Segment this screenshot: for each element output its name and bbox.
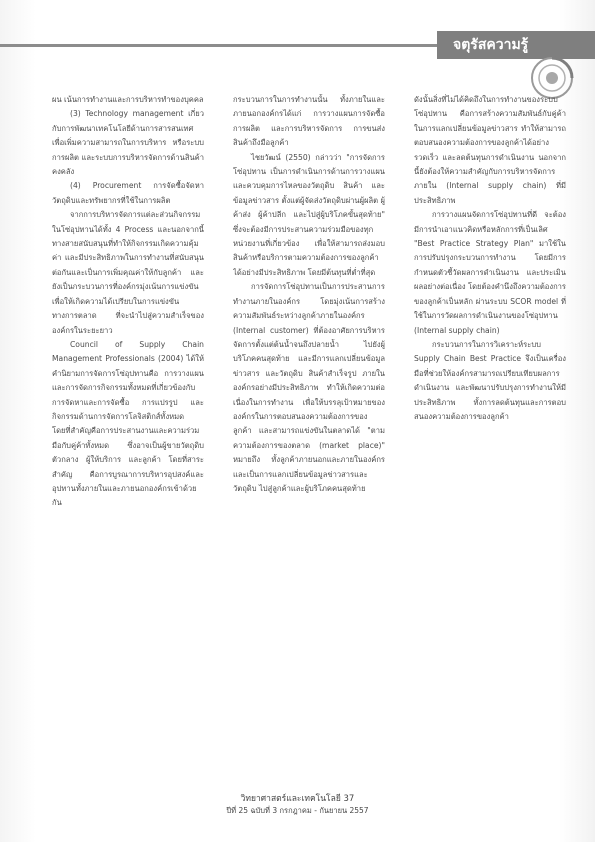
header-rule (0, 44, 440, 47)
header (0, 0, 595, 62)
footer-issue: ปีที่ 25 ฉบับที่ 3 กรกฎาคม - กันยายน 2557 (226, 806, 369, 815)
paragraph: ไชยวัฒน์ (2550) กล่าวว่า "การจัดการโซ่อุปทาน เป็นการดำเนินการด้านการวางแผนและควบคุมการไหลของวัตถุดิบ สินค้า และข้อมูลข่าวสาร ตั้งแต่ผู้จัดส่งวัตถุดิบผ่านผู้ผลิต ผู้ค้าส่ง ผู้ค้าปลีก และไปสู่ผู้บริโภคขั้นสุดท้าย" ซึ่งจะต้องมีการประสานความร่วมมือของทุกหน่วยงานที่เกี่ยวข้อง เพื่อให้สามารถส่งมอบสินค้าหรือบริการตามความต้องการของลูกค้าได้อย่างมีประสิทธิภาพ โดยมีต้นทุนที่ต่ำที่สุด (233, 152, 385, 277)
paragraph: จากการบริหารจัดการแต่ละส่วนกิจกรรมในโซ่อุปทานได้ทั้ง 4 Process และนอกจากนี้ทางสายสนับสนุนที่ทำให้กิจกรรมเกิดความคุ้มค่า และมีประสิทธิภาพในการทำงานที่สนับสนุนต่อกันและเป็นการเพิ่มคุณค่าให้กับลูกค้า และยังเป็นกระบวนการที่องค์กรมุ่งเน้นการแข่งขันเพื่อให้เกิดความได้เปรียบในการแข่งขันทางการตลาด ที่จะนำไปสู่ความสำเร็จขององค์กรในระยะยาว (52, 210, 204, 335)
text-column-2 (233, 93, 385, 769)
paragraph: Council of Supply Chain Management Professionals (2004) ได้ให้คำนิยามการจัดการโซ่อุปทานคือ การวางแผนและการจัดการกิจกรรมทั้งหมดที่เกี่ยวข้องกับการจัดหาและการจัดซื้อ การแปรรูป และกิจกรรมด้านการจัดการโลจิสติกส์ทั้งหมด โดยที่สำคัญคือการประสานงานและความร่วมมือกับคู่ค้าทั้งหมด ซึ่งอาจเป็นผู้ขายวัตถุดิบ ตัวกลาง ผู้ให้บริการ และลูกค้า โดยที่สาระสำคัญ คือการบูรณาการบริหารอุปสงค์และอุปทานทั้งภายในและภายนอกองค์กรเข้าด้วยกัน (52, 339, 204, 508)
footer-journal: วิทยาศาสตร์และเทคโนโลยี 37 (240, 794, 355, 804)
paragraph: กระบวนการในการทำงานนั้น ทั้งภายในและภายนอกองค์กรได้แก่ การวางแผนการจัดซื้อ การผลิต และการบริหารจัดการ การขนส่งสินค้าถึงมือลูกค้า (233, 95, 385, 148)
paragraph: กระบวนการในการวิเคราะห์ระบบ Supply Chain Best Practice จึงเป็นเครื่องมือที่ช่วยให้องค์กรสามารถเปรียบเทียบผลการดำเนินงาน และพัฒนาปรับปรุงการทำงานให้มีประสิทธิภาพ ทั้งการลดต้นทุนและการตอบสนองความต้องการของลูกค้า (414, 339, 566, 421)
paragraph: ดังนั้นสิ่งที่ไม่ได้คิดถึงในการทำงานของระบบโซ่อุปทาน คือการสร้างความสัมพันธ์กับคู่ค้า ในการแลกเปลี่ยนข้อมูลข่าวสาร ทำให้สามารถตอบสนองความต้องการของลูกค้าได้อย่างรวดเร็ว และลดต้นทุนการดำเนินงาน นอกจากนี้ยังต้องให้ความสำคัญกับการบริหารจัดการภายใน (Internal supply chain) ที่มีประสิทธิภาพ (414, 95, 566, 205)
paragraph: การจัดการโซ่อุปทานเป็นการประสานการทำงานภายในองค์กร โดยมุ่งเน้นการสร้างความสัมพันธ์ระหว่างลูกค้าภายในองค์กร (Internal customer) ที่ต้องอาศัยการบริหารจัดการตั้งแต่ต้นน้ำจนถึงปลายน้ำ ไปยังผู้บริโภคคนสุดท้าย และมีการแลกเปลี่ยนข้อมูลข่าวสาร และวัตถุดิบ สินค้าสำเร็จรูป ภายในองค์กรอย่างมีประสิทธิภาพ ทำให้เกิดความต่อเนื่องในการทำงาน เพื่อให้บรรลุเป้าหมายขององค์กรในการตอบสนองความต้องการของลูกค้า และสามารถแข่งขันในตลาดได้ "ตามความต้องการของตลาด (market place)" หมายถึง ทั้งลูกค้าภายนอกและภายในองค์กร และเป็นการแลกเปลี่ยนข้อมูลข่าวสารและวัตถุดิบ ไปสู่ลูกค้าและผู้บริโภคคนสุดท้าย (233, 282, 385, 493)
paragraph: ผน เน้นการทำงานและการบริหารทำของบุคคล (52, 95, 204, 104)
paragraph: (3) Technology management เกี่ยวกับการพัฒนาเทคโนโลยีด้านการสารสนเทศเพื่อเพิ่มความสามารถในการบริหาร หรือระบบการผลิต และระบบการบริหารจัดการด้านสินค้าคงคลัง (52, 109, 204, 177)
paragraph: (4) Procurement การจัดซื้อจัดหาวัตถุดิบและทรัพยากรที่ใช้ในการผลิต (52, 181, 204, 205)
text-column-3 (414, 93, 566, 769)
paragraph: การวางแผนจัดการโซ่อุปทานที่ดี จะต้องมีการนำเอาแนวคิดหรือหลักการที่เป็นเลิศ "Best Practice Strategy Plan" มาใช้ในการปรับปรุงกระบวนการทำงาน โดยมีการกำหนดตัวชี้วัดผลการดำเนินงาน และประเมินผลอย่างต่อเนื่อง โดยต้องคำนึงถึงความต้องการของลูกค้าเป็นหลัก ผ่านระบบ SCOR model ที่ใช้ในการวัดผลการดำเนินงานของโซ่อุปทาน (Internal supply chain) (414, 210, 566, 335)
text-column-1 (52, 93, 204, 769)
section-title: จตุรัสความรู้ (437, 31, 595, 59)
